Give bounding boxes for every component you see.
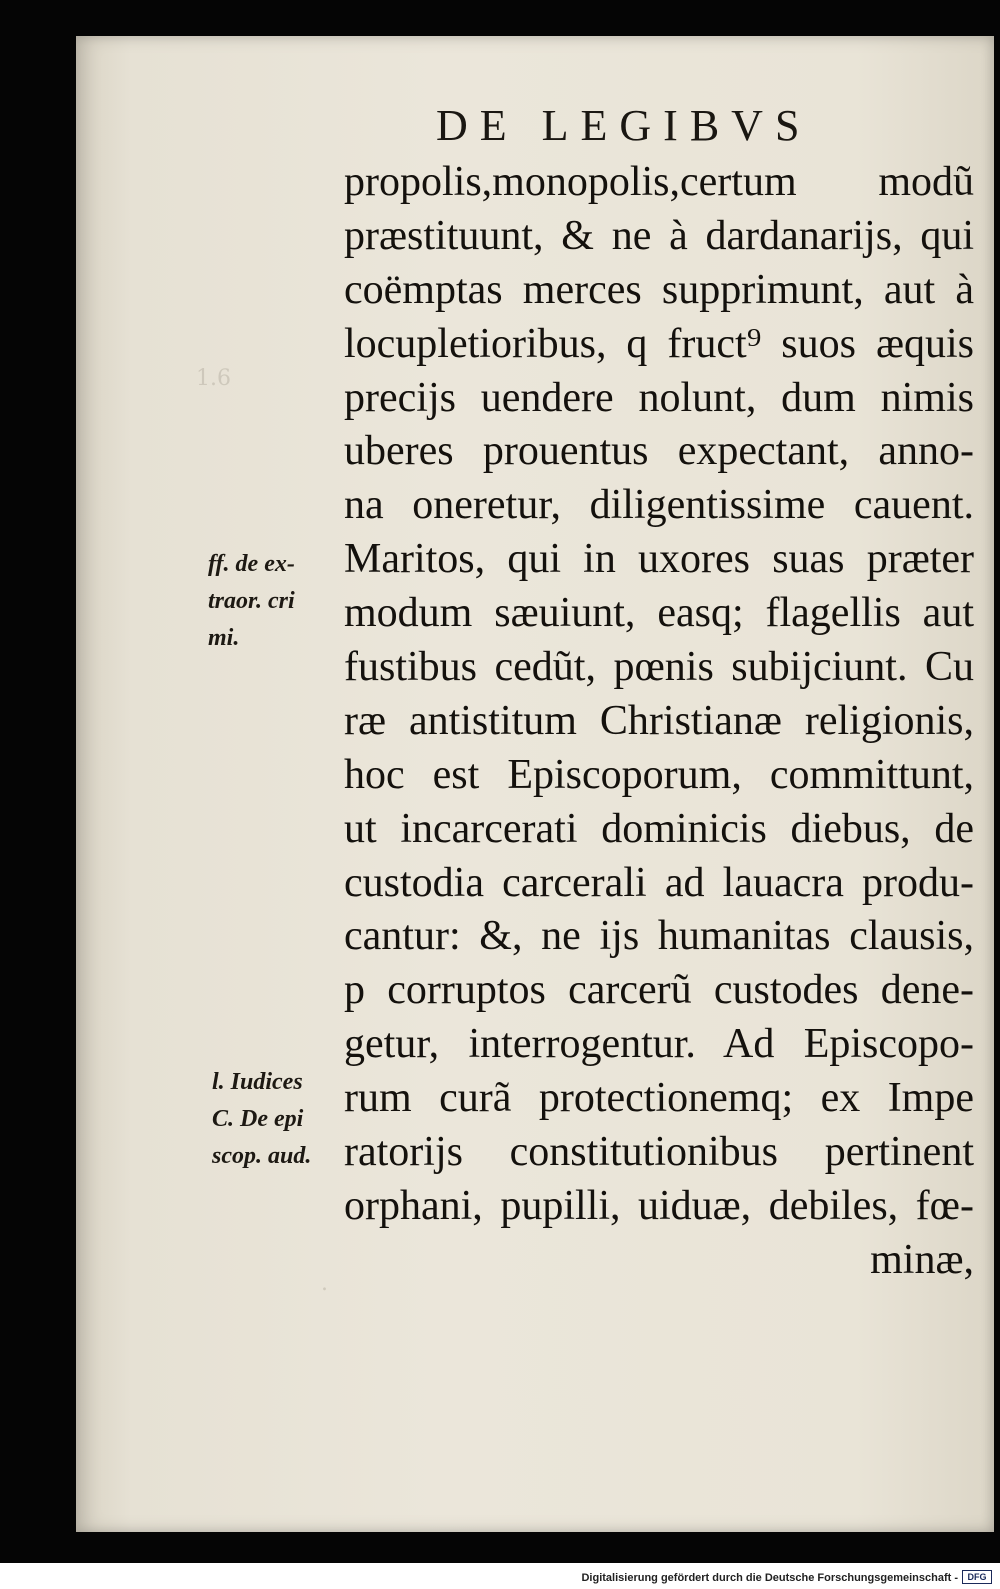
marginal-note-line: mi.: [208, 625, 240, 651]
footer-bar: [0, 1563, 1000, 1589]
text-line: coëmptas merces supprimunt, aut à: [344, 266, 974, 313]
text-line: præstituunt, & ne à dardanarijs, qui: [344, 212, 974, 259]
text-line: rum curã protectionemq; ex Impe: [344, 1075, 974, 1122]
body-text: [344, 156, 974, 1288]
text-line: orphani, pupilli, uiduæ, debiles, fœ-: [344, 1182, 974, 1229]
text-line: cantur: &, ne ijs humanitas clausis,: [344, 913, 974, 960]
digitization-credit: Digitalisierung gefördert durch die Deutsche Forschungsgemeinschaft -: [581, 1572, 958, 1584]
text-line: precijs uendere nolunt, dum nimis: [344, 374, 974, 421]
text-line: custodia carcerali ad lauacra produ-: [344, 859, 974, 906]
marginal-note: [208, 546, 295, 657]
text-line: uberes prouentus expectant, anno-: [344, 428, 974, 475]
marginal-note-line: ff. de ex-: [208, 551, 295, 577]
text-line: Maritos, qui in uxores suas præter: [344, 536, 974, 583]
bleed-through-mark: 1.6: [196, 366, 231, 391]
book-page: [76, 36, 994, 1532]
text-line: ræ antistitum Christianæ religionis,: [344, 697, 974, 744]
marginal-note: [212, 1064, 311, 1175]
text-line: locupletioribus, q fruct⁹ suos æquis: [344, 320, 974, 367]
catchword-line: minæ,: [870, 1236, 974, 1283]
marginal-note-line: l. Iudices: [212, 1069, 303, 1095]
text-line: ratorijs constitutionibus pertinent: [344, 1129, 974, 1176]
bleed-through-mark: .: [321, 1271, 328, 1296]
marginal-note-line: C. De epi: [212, 1106, 304, 1132]
text-line: modum sæuiunt, easq; flagellis aut: [344, 590, 974, 637]
text-line: na oneretur, diligentissime cauent.: [344, 482, 974, 529]
running-head: DE LEGIBVS: [436, 101, 812, 150]
text-line: p corruptos carcerũ custodes dene-: [344, 967, 974, 1014]
text-line: fustibus cedũt, pœnis subijciunt. Cu: [344, 644, 974, 691]
text-line: getur, interrogentur. Ad Episcopo-: [344, 1021, 974, 1068]
marginal-note-line: traor. cri: [208, 588, 295, 614]
text-line: hoc est Episcoporum, committunt,: [344, 751, 974, 798]
dfg-logo: DFG: [962, 1570, 992, 1584]
marginal-note-line: scop. aud.: [212, 1143, 312, 1169]
text-line: propolis,monopolis,certum modũ: [344, 159, 974, 205]
text-line: ut incarcerati dominicis diebus, de: [344, 805, 974, 852]
